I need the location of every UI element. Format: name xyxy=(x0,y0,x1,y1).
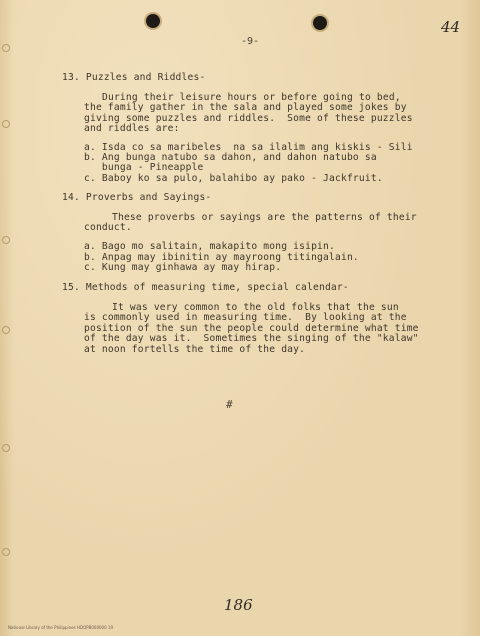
binding-mark xyxy=(2,44,10,52)
archive-footer: National Library of the Philippines HDOPB000000 19 xyxy=(8,625,114,630)
paragraph-line: giving some puzzles and riddles. Some of these puzzles xyxy=(84,113,413,124)
list-item: c. Kung may ginhawa ay may hirap. xyxy=(84,262,282,273)
paragraph-line: conduct. xyxy=(84,222,132,233)
end-mark: # xyxy=(226,398,233,411)
binding-mark xyxy=(2,120,10,128)
binding-mark xyxy=(2,444,10,452)
paragraph-line: at noon fortells the time of the day. xyxy=(84,344,306,355)
page-number: -9- xyxy=(241,36,260,47)
paragraph-line: During their leisure hours or before going to bed, xyxy=(102,92,401,103)
paragraph-line: These proverbs or sayings are the patterns of their xyxy=(112,212,417,223)
paragraph-line: is commonly used in measuring time. By looking at the xyxy=(84,312,407,323)
paragraph-line: It was very common to the old folks that the sun xyxy=(112,302,399,313)
paragraph-line: of the day was it. Sometimes the singing of the "kalaw" xyxy=(84,333,419,344)
binding-mark xyxy=(2,236,10,244)
binder-hole-right xyxy=(313,16,327,30)
section-heading: 13. Puzzles and Riddles- xyxy=(62,72,206,83)
section-heading: 14. Proverbs and Sayings- xyxy=(62,192,212,203)
handwritten-page-number: 44 xyxy=(441,18,461,36)
list-item: b. Ang bunga natubo sa dahon, and dahon natubo sa xyxy=(84,152,377,163)
paragraph-line: the family gather in the sala and played some jokes by xyxy=(84,102,407,113)
binding-mark xyxy=(2,326,10,334)
section-heading: 15. Methods of measuring time, special calendar- xyxy=(62,282,349,293)
binder-hole-left xyxy=(146,14,160,28)
binding-mark xyxy=(2,548,10,556)
list-item: a. Isda co sa maribeles na sa ilalim ang kiskis - Sili xyxy=(84,142,413,153)
list-item: a. Bago mo salitain, makapito mong isipin. xyxy=(84,241,335,252)
list-item: c. Baboy ko sa pulo, balahibo ay pako - Jackfruit. xyxy=(84,173,383,184)
list-item: bunga - Pineapple xyxy=(84,162,204,173)
paragraph-line: position of the sun the people could determine what time xyxy=(84,323,419,334)
handwritten-stamp-number: 186 xyxy=(224,596,253,614)
paragraph-line: and riddles are: xyxy=(84,123,180,134)
list-item: b. Anpag may ibinitin ay mayroong titingalain. xyxy=(84,252,359,263)
